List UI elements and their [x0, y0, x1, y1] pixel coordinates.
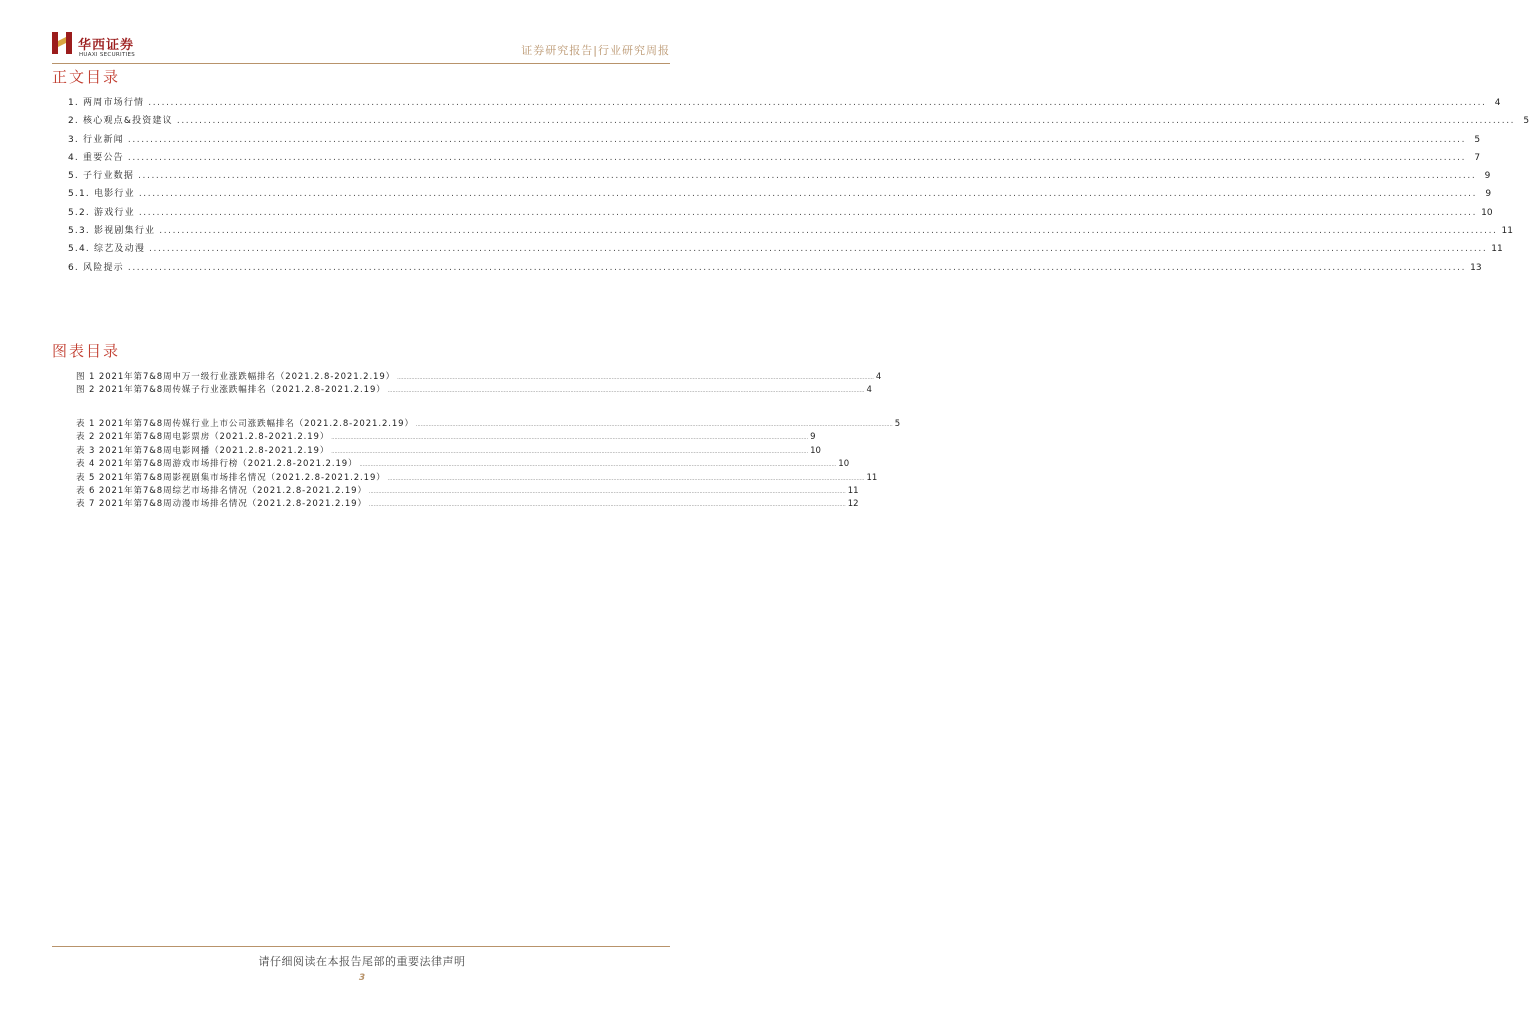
chart-entry-page: 4: [866, 385, 872, 396]
toc-entry-title: 6. 风险提示: [68, 262, 124, 273]
chart-entry-page: 4: [875, 372, 882, 382]
dot-leader: ............................................................................................................................................................................................................................................................................................................: [415, 422, 893, 428]
toc-entry-page: 7: [1474, 152, 1481, 163]
dot-leader: ............................................................................................................................................................................................................................................................................................................: [138, 171, 1477, 182]
toc-entry-title: 3. 行业新闻: [68, 134, 124, 145]
toc-entry-page: 9: [1484, 171, 1491, 182]
table-entry[interactable]: [76, 430, 816, 443]
toc-entry-title: 5.1. 电影行业: [68, 189, 135, 200]
toc-entry[interactable]: [68, 95, 1501, 113]
dot-leader: ............................................................................................................................................................................................................................................................................................................: [148, 98, 1487, 108]
toc-entry-title: 5. 子行业数据: [68, 171, 135, 182]
chart-entry-title: 图 2 2021年第7&8周传媒子行业涨跌幅排名（2021.2.8-2021.2.19）: [76, 385, 386, 396]
dot-leader: ............................................................................................................................................................................................................................................................................................................: [138, 207, 1478, 218]
dot-leader: ............................................................................................................................................................................................................................................................................................................: [176, 116, 1516, 127]
toc-entry[interactable]: [68, 260, 1482, 278]
toc-entry-page: 5: [1474, 134, 1481, 145]
table-entry-title: 表 7 2021年第7&8周动漫市场排名情况（2021.2.8-2021.2.19）: [76, 499, 367, 510]
toc-entry-title: 4. 重要公告: [68, 152, 124, 163]
legal-disclaimer: 请仔细阅读在本报告尾部的重要法律声明: [258, 955, 466, 968]
table-entry[interactable]: [76, 497, 859, 510]
toc-entry-title: 5.4. 综艺及动漫: [68, 244, 146, 255]
table-entry-title: 表 6 2021年第7&8周综艺市场排名情况（2021.2.8-2021.2.19）: [76, 485, 367, 496]
toc-entry[interactable]: [68, 150, 1481, 168]
dot-leader: ............................................................................................................................................................................................................................................................................................................: [127, 152, 1467, 163]
dot-leader: ............................................................................................................................................................................................................................................................................................................: [387, 475, 865, 482]
page-header: [0, 0, 724, 66]
table-entry-page: 10: [810, 445, 821, 456]
toc-entry-page: 11: [1491, 244, 1503, 255]
table-entry-page: 5: [894, 419, 901, 429]
toc-entry[interactable]: [68, 113, 1529, 131]
dot-leader: ............................................................................................................................................................................................................................................................................................................: [368, 502, 846, 509]
header-divider: [52, 63, 670, 64]
footer-divider: [52, 946, 670, 947]
table-entry[interactable]: [76, 457, 850, 470]
toc-entry-title: 5.3. 影视剧集行业: [68, 226, 156, 237]
dot-leader: ............................................................................................................................................................................................................................................................................................................: [387, 388, 865, 395]
toc-entry[interactable]: [68, 168, 1491, 186]
table-entry-title: 表 2 2021年第7&8周电影票房（2021.2.8-2021.2.19）: [76, 432, 330, 443]
toc-entry-title: 5.2. 游戏行业: [68, 207, 135, 218]
report-type-label: 证券研究报告|行业研究周报: [521, 44, 670, 57]
toc-entry[interactable]: [68, 223, 1513, 241]
dot-leader: ............................................................................................................................................................................................................................................................................................................: [331, 448, 809, 455]
toc-entry[interactable]: [68, 205, 1493, 223]
dot-leader: ............................................................................................................................................................................................................................................................................................................: [127, 134, 1467, 145]
dot-leader: ............................................................................................................................................................................................................................................................................................................: [397, 375, 874, 381]
toc-entry-page: 11: [1501, 226, 1513, 237]
table-entry[interactable]: [76, 444, 821, 457]
table-entry-title: 表 4 2021年第7&8周游戏市场排行榜（2021.2.8-2021.2.19）: [76, 459, 358, 470]
table-list: [76, 417, 901, 511]
toc-entry-page: 4: [1494, 98, 1501, 108]
dot-leader: ............................................................................................................................................................................................................................................................................................................: [138, 189, 1478, 200]
page-number: 3: [358, 973, 366, 983]
toc-entry[interactable]: [68, 186, 1492, 204]
dot-leader: ............................................................................................................................................................................................................................................................................................................: [127, 262, 1467, 273]
table-entry-title: 表 3 2021年第7&8周电影网播（2021.2.8-2021.2.19）: [76, 445, 330, 456]
toc-entry-page: 10: [1481, 207, 1493, 218]
dot-leader: ............................................................................................................................................................................................................................................................................................................: [331, 435, 809, 442]
logo-chinese-name: 华西证券: [78, 38, 135, 53]
table-entry[interactable]: [76, 417, 901, 430]
dot-leader: ............................................................................................................................................................................................................................................................................................................: [159, 226, 1498, 237]
table-entry-page: 11: [866, 472, 878, 483]
toc-heading: 正文目录: [52, 68, 121, 86]
table-entry-page: 11: [847, 485, 859, 496]
table-entry-page: 9: [810, 432, 816, 443]
table-entry[interactable]: [76, 471, 878, 484]
table-entry[interactable]: [76, 484, 859, 497]
toc-entry[interactable]: [68, 241, 1503, 259]
dot-leader: ............................................................................................................................................................................................................................................................................................................: [368, 488, 846, 495]
huaxi-logo-icon: [52, 32, 72, 54]
chart-entry[interactable]: [76, 370, 882, 383]
chart-entry[interactable]: [76, 383, 872, 396]
logo-english-name: HUAXI SECURITIES: [79, 52, 136, 58]
toc-entry-page: 13: [1470, 262, 1482, 273]
figures-heading: 图表目录: [52, 342, 121, 360]
toc-entry-title: 1. 两周市场行情: [68, 98, 145, 108]
table-entry-page: 10: [838, 459, 850, 470]
chart-entry-title: 图 1 2021年第7&8周申万一级行业涨跌幅排名（2021.2.8-2021.2.19）: [76, 372, 396, 382]
table-entry-title: 表 1 2021年第7&8周传媒行业上市公司涨跌幅排名（2021.2.8-2021.2.19）: [76, 419, 414, 429]
table-entry-page: 12: [847, 499, 859, 510]
toc-entry-page: 5: [1523, 116, 1529, 127]
table-entry-title: 表 5 2021年第7&8周影视剧集市场排名情况（2021.2.8-2021.2.19）: [76, 472, 386, 483]
toc-list: [68, 95, 1529, 278]
toc-entry-title: 2. 核心观点&投资建议: [68, 116, 173, 127]
dot-leader: ............................................................................................................................................................................................................................................................................................................: [359, 462, 837, 469]
chart-list: [76, 370, 882, 397]
toc-entry-page: 9: [1485, 189, 1492, 200]
dot-leader: ............................................................................................................................................................................................................................................................................................................: [149, 244, 1488, 255]
toc-entry[interactable]: [68, 132, 1481, 150]
